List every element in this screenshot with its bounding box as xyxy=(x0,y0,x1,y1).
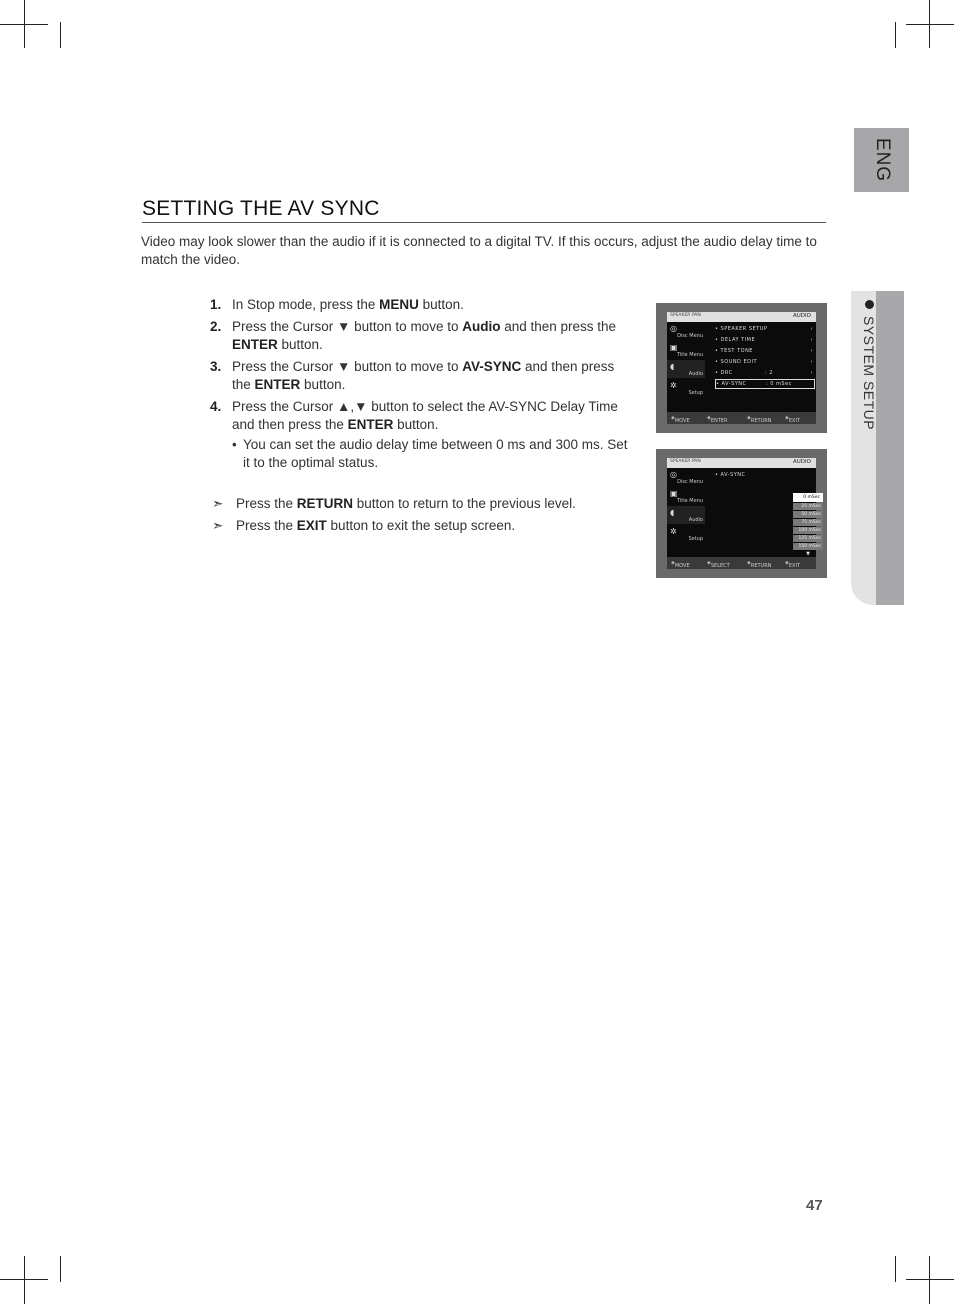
delay-option: 25 mSec xyxy=(793,503,823,510)
disc-icon: ◎ xyxy=(670,324,677,333)
step-text: button. xyxy=(300,377,346,392)
step-number: 3. xyxy=(210,359,222,374)
side-menu-label: Audio xyxy=(688,371,703,377)
footer-return: ◈ RETURN xyxy=(747,415,772,424)
language-tab xyxy=(854,128,909,192)
footer-return: ◈ RETURN xyxy=(747,560,772,569)
side-menu-label: Disc Menu xyxy=(677,479,703,485)
steps-list xyxy=(210,296,630,476)
note-key: EXIT xyxy=(296,518,327,533)
step-text: In Stop mode, press the xyxy=(232,297,380,312)
speaker-icon: ◖ xyxy=(670,362,675,371)
menu-row-label: AV-SYNC xyxy=(720,472,746,478)
side-menu-item xyxy=(667,487,705,505)
menu-row-label: AV-SYNC xyxy=(721,381,747,387)
gear-icon: ✲ xyxy=(670,527,677,536)
crop-mark xyxy=(60,1256,61,1282)
menu-row-value: : 2 xyxy=(765,370,773,376)
chevron-right-icon: › xyxy=(810,337,813,343)
step-number: 4. xyxy=(210,399,222,414)
crop-mark xyxy=(895,1256,896,1282)
screenshot-av-sync-menu xyxy=(656,449,827,578)
crop-mark xyxy=(895,22,896,48)
footer-enter: ◈ ENTER xyxy=(707,415,728,424)
note-text: button to exit the setup screen. xyxy=(326,518,516,533)
footer-select: ◈ SELECT xyxy=(707,560,730,569)
tv-screen xyxy=(667,458,821,569)
step-number: 2. xyxy=(210,319,222,334)
side-menu-item xyxy=(667,341,705,359)
page-number: 47 xyxy=(806,1197,823,1214)
note-text: Press the xyxy=(236,518,297,533)
side-menu-item xyxy=(667,525,705,543)
side-menu-label: Setup xyxy=(688,390,703,396)
step-item xyxy=(210,318,630,354)
section-tab-strip xyxy=(876,291,904,605)
step-item xyxy=(210,296,630,314)
note-item xyxy=(212,493,576,515)
section-name: SYSTEM SETUP xyxy=(861,316,877,431)
crop-mark xyxy=(60,22,61,48)
title-icon: ▣ xyxy=(670,489,678,498)
screen-menu xyxy=(715,470,815,481)
crop-mark xyxy=(929,0,930,48)
menu-row-label: SOUND EDIT xyxy=(720,359,758,365)
side-menu-label: Disc Menu xyxy=(677,333,703,339)
step-key: ENTER xyxy=(347,417,394,432)
step-text: Press the Cursor ▼ button to move to xyxy=(232,319,463,334)
step-text: and then press the xyxy=(500,319,617,334)
delay-option: 150 mSec xyxy=(793,543,823,550)
footer-label: SELECT xyxy=(710,563,730,569)
chevron-right-icon: › xyxy=(810,326,813,332)
menu-row-label: TEST TONE xyxy=(720,348,753,354)
title-icon: ▣ xyxy=(670,343,678,352)
note-text: Press the xyxy=(236,496,297,511)
delay-options-list xyxy=(793,493,823,557)
screen-header-left: SPEAKER PAN xyxy=(670,459,701,464)
menu-row-selected: • AV-SYNC : 0 mSec xyxy=(715,379,815,389)
menu-row: • SPEAKER SETUP › xyxy=(715,324,815,335)
side-menu-item xyxy=(667,322,705,340)
note-arrow-icon: ➣ xyxy=(212,496,224,511)
chevron-right-icon: › xyxy=(810,370,813,376)
screen-footer xyxy=(667,557,816,569)
section-tab-label xyxy=(861,300,877,430)
delay-option: 75 mSec xyxy=(793,519,823,526)
footer-exit: ◈ EXIT xyxy=(785,415,800,424)
footer-label: ENTER xyxy=(710,418,728,424)
language-tab-label: ENG xyxy=(871,137,893,183)
menu-row-value: : 0 mSec xyxy=(766,381,792,387)
footer-move: ◈ MOVE xyxy=(671,560,690,569)
screen-header xyxy=(667,458,816,468)
screen-side-menu xyxy=(667,468,705,544)
screen-header xyxy=(667,312,816,322)
screen-header-title: AUDIO xyxy=(793,459,811,465)
menu-row-label: DRC xyxy=(720,370,733,376)
bullet-icon: • xyxy=(232,437,237,452)
menu-row-label: SPEAKER SETUP xyxy=(720,326,768,332)
screen-header-left: SPEAKER PAN xyxy=(670,313,701,318)
crop-mark xyxy=(906,24,954,25)
step-key: AV-SYNC xyxy=(462,359,522,374)
footer-label: MOVE xyxy=(674,563,690,569)
speaker-icon: ◖ xyxy=(670,508,675,517)
menu-row: • DRC : 2 › xyxy=(715,368,815,379)
footer-label: RETURN xyxy=(750,418,772,424)
menu-row: • TEST TONE › xyxy=(715,346,815,357)
step-text: Press the Cursor ▲,▼ button to select the AV-SYNC Delay Time and then press the xyxy=(232,399,618,432)
note-arrow-icon: ➣ xyxy=(212,518,224,533)
footer-label: MOVE xyxy=(674,418,690,424)
step-number: 1. xyxy=(210,297,222,312)
delay-option: 50 mSec xyxy=(793,511,823,518)
menu-row: • SOUND EDIT › xyxy=(715,357,815,368)
side-menu-item xyxy=(667,379,705,397)
screenshot-audio-menu xyxy=(656,303,827,433)
side-menu-label: Title Menu xyxy=(676,498,703,504)
side-menu-item xyxy=(667,360,705,378)
step-key: MENU xyxy=(379,297,419,312)
screen-side-menu xyxy=(667,322,705,398)
chevron-right-icon: › xyxy=(810,359,813,365)
chevron-right-icon: › xyxy=(810,348,813,354)
screen-header-title: AUDIO xyxy=(793,313,811,319)
note-item xyxy=(212,515,576,537)
menu-row: • AV-SYNC xyxy=(715,472,746,478)
footer-move: ◈ MOVE xyxy=(671,415,690,424)
crop-mark xyxy=(24,1256,25,1304)
disc-icon: ◎ xyxy=(670,470,677,479)
tv-screen xyxy=(667,312,816,424)
step-text: button. xyxy=(393,417,439,432)
delay-option: 100 mSec xyxy=(793,527,823,534)
bullet-text: You can set the audio delay time between 0 ms and 300 ms. Set it to the optimal status. xyxy=(243,437,628,470)
crop-mark xyxy=(929,1256,930,1304)
menu-row: • DELAY TIME › xyxy=(715,335,815,346)
page-title: SETTING THE AV SYNC xyxy=(142,197,826,223)
footer-label: EXIT xyxy=(788,418,800,424)
side-menu-label: Title Menu xyxy=(676,352,703,358)
step-key: ENTER xyxy=(254,377,301,392)
bullet-dot-icon xyxy=(865,300,874,309)
intro-paragraph: Video may look slower than the audio if it is connected to a digital TV. If this occurs, adjust the audio delay time to match the video. xyxy=(141,234,817,267)
screen-footer xyxy=(667,412,816,424)
side-menu-item xyxy=(667,468,705,486)
gear-icon: ✲ xyxy=(670,381,677,390)
step-key: ENTER xyxy=(232,337,278,352)
side-menu-label: Audio xyxy=(688,517,703,523)
footer-exit: ◈ EXIT xyxy=(785,560,800,569)
scroll-down-icon: ▼ xyxy=(806,551,810,557)
step-text: Press the Cursor ▼ button to move to xyxy=(232,359,463,374)
screen-menu xyxy=(715,324,815,389)
note-text: button to return to the previous level. xyxy=(353,496,576,511)
crop-mark xyxy=(906,1279,954,1280)
step-bullet xyxy=(232,436,630,472)
notes-list xyxy=(212,493,576,537)
footer-label: RETURN xyxy=(750,563,772,569)
crop-mark xyxy=(24,0,25,48)
menu-row-label: DELAY TIME xyxy=(720,337,756,343)
footer-label: EXIT xyxy=(788,563,800,569)
step-text: and then press the xyxy=(232,359,615,392)
note-key: RETURN xyxy=(296,496,354,511)
side-menu-label: Setup xyxy=(688,536,703,542)
step-key: Audio xyxy=(462,319,501,334)
step-text: button. xyxy=(418,297,464,312)
step-text: button. xyxy=(277,337,323,352)
side-menu-item xyxy=(667,506,705,524)
delay-option: 125 mSec xyxy=(793,535,823,542)
delay-option-selected: 0 mSec xyxy=(793,493,823,502)
step-item xyxy=(210,358,630,394)
step-item xyxy=(210,398,630,472)
